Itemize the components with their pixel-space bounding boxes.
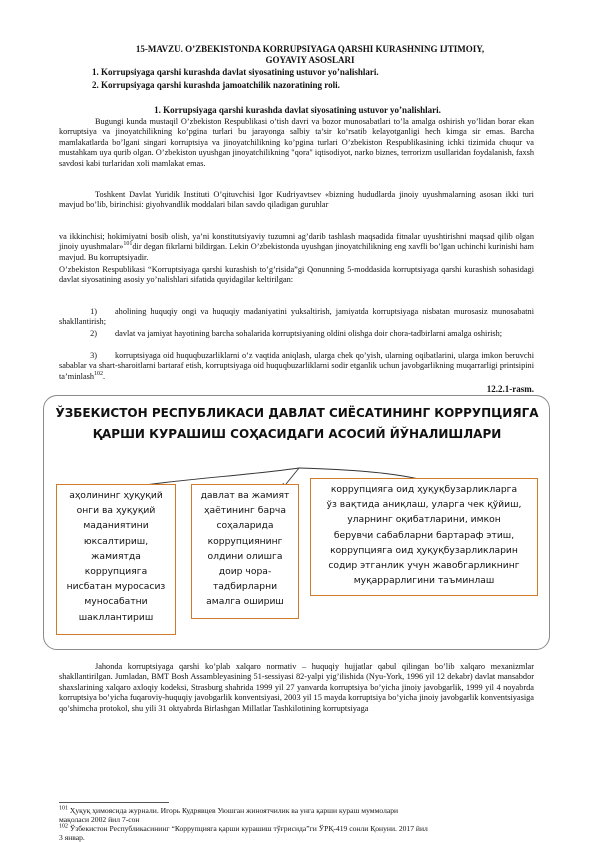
box1-line: аҳолининг ҳуқуқий	[69, 490, 163, 501]
list-item-3-tail: .	[103, 371, 106, 381]
box3-line: берувчи сабабларни бартараф этиш,	[333, 529, 515, 541]
box1-line: нисбатан муросасиз	[66, 581, 166, 593]
box1-line: юксалтириш,	[83, 535, 149, 547]
list-item-1-number: 1)	[90, 307, 97, 316]
page-title-line2: GOYAVIY ASOSLARI	[265, 55, 355, 65]
box1-line: маданиятини	[83, 520, 149, 532]
box2-line: ҳаётининг барча	[204, 505, 286, 517]
diagram-title-line1: ЎЗБЕКИСТОН РЕСПУБЛИКАСИ ДАВЛАТ СИЁСАТИНИНГ КОРРУПЦИЯГА	[55, 406, 539, 420]
box2-line: амалга ошириш	[206, 596, 284, 608]
box3-line: муқаррарлигини таъминлаш	[353, 575, 495, 587]
box1-line: онги ва ҳуқуқий	[76, 505, 156, 517]
direction-box-3	[310, 478, 538, 596]
list-item-2-text: davlat va jamiyat hayotining barcha sohalarida korruptsiyaning oldini olishga doir chora-tadbirlarni amalga oshirish;	[115, 329, 503, 338]
section-heading: 1. Korrupsiyaga qarshi kurashda davlat siyosatining ustuvor yo’nalishlari.	[154, 105, 441, 115]
list-item-3-text: korruptsiyaga oid huquqbuzarliklarni o’z vaqtida aniqlash, ularga chek qo’yish, ularning oqibatlarini, ularga imkon beruvchi sabablar va shart-sharoitlarni bartaraf etish, korruptsiyaga oid huquqbuzarliklarni sodir etganlik uchun javobgarlikning muqarrarligi printsipini ta’minlash	[59, 351, 534, 381]
footnote-ref-102[interactable]: 102	[94, 371, 104, 378]
footnote-101-cont: мақоласи 2002 йил 7-сон	[59, 815, 140, 824]
footnote-ref-101[interactable]: 101	[123, 241, 133, 248]
box2-line: тадбирларни	[212, 581, 278, 593]
list-item-2-number: 2)	[90, 329, 97, 338]
list-item-3	[59, 351, 534, 382]
footnote-102-number: 102	[59, 823, 68, 830]
box1-line: коррупцияга	[84, 566, 148, 578]
list-item-2	[59, 329, 534, 339]
box3-line: ўз вақтида аниқлаш, уларга чек қўйиш,	[326, 499, 522, 511]
toc-item-2: 2. Korrupsiyaga qarshi kurashda jamoatchilik nazoratining roli.	[92, 80, 340, 90]
paragraph-2a: Toshkent Davlat Yuridik Instituti O’qituvchisi Igor Kudriyavtsev «bizning hududlarda jinoiy uyushmalarning asosan ikki turi mavjud bo’lib, birinchisi: giyohvandlik moddalari bilan savdo qiladigan guruhlar	[59, 190, 534, 210]
box2-line: соҳаларида	[216, 520, 274, 532]
footnote-101-text: Ҳуқуқ ҳимоясида журнали. Игорь Кудрявцев Уюшган жиноятчилик ва унга қарши кураш муммолари	[69, 806, 399, 815]
paragraph-1: Bugungi kunda mustaqil O’zbekiston Respublikasi o’tish davri va bozor munosabatlari to’la amalga oshirish yo’lidan borar ekan korruptsiya va jinoyatchilikning ko’pgina turlari bu jarayonga salbiy ta’sir ko’rsatib kelayotganligi hech kimga sir emas. Barcha mamlakatlarda bo’lgani singari korruptsiya va jinoyatchilikning ko’pgina turlari O’zbekiston Respublikasining ichki tizimida chuqur va mustahkam uya qurib olgan. O’zbekiston uyushgan jinoyatchilikning "qora" iqtisodiyot, narko biznes, terrorizm usullaridan foydalanish, faxsh savdosi kabi turlaridan xoli mamlakat emas.	[59, 117, 534, 168]
box1-line: шакллантириш	[78, 611, 154, 623]
page-title-line1: 15-MAVZU. O’ZBEKISTONDA KORRUPSIYAGA QARSHI KURASHNING IJTIMOIY,	[135, 44, 485, 54]
box3-line: коррупцияга оид ҳуқуқбузарликларин	[330, 544, 518, 556]
paragraph-2b-tail: dir degan fikrlarni bildirgan. Lekin O’zbekistonda uyushgan jinoyatchilikning eng xavfli bo’lgan uchinchi kurinishi ham mavjud. Bu korruptsiyadir.	[59, 242, 535, 262]
box1-line: жамиятда	[91, 550, 141, 562]
paragraph-3: O’zbekiston Respublikasi “Korruptsiyaga qarshi kurashish to’g’risida”gi Qonunning 5-moddasida korruptsiyaga qarshi kurashish sohasidagi davlat siyosatining asosiy yo’nalishlari sifatida quyidagilar keltirilgan:	[59, 265, 534, 285]
footnote-divider	[59, 802, 169, 803]
footnote-101-number: 101	[59, 805, 68, 812]
paragraph-2b-text: va ikkinchisi; hokimiyatni bosib olish, ya’ni konstitutsiyaviy tuzumni ag’darib tashlash maqsadida fitnalar uyushtirishni maqsad qilib olgan jinoiy uyushmalar»	[59, 232, 534, 252]
direction-box-2	[191, 484, 299, 619]
figure-caption: 12.2.1-rasm.	[486, 384, 534, 394]
box3-line: уларнинг оқибатларини, имкон	[347, 514, 501, 526]
list-item-1	[59, 307, 534, 328]
box2-line: коррупциянинг	[207, 535, 283, 547]
paragraph-4: Jahonda korruptsiyaga qarshi ko’plab xalqaro normativ – huquqiy hujjatlar qabul qilingan bo’lib xalqaro mexanizmlar shakllantirilgan. Jumladan, BMT Bosh Assambleyasining 51-sessiyasi 82-yalpi yig’ilishida (Nyu-York, 1996 yil 12 dekabr) davlat mansabdor shaxslarining xalqaro axloqiy kodeksi, Strasburg shahrida 1999 yil 27 yanvarda korruptsiya bo’yicha jinoiy javobgarlik, 1999 yil 4 noyabrda korruptsiya bo’yicha fuqaroviy-huquqiy javobgarlik konventsiyasi, 2003 yil 15 mayda korruptsiya bo’yicha jinoiy javobgarlik konventsiyasiga qo’shimcha protokol, shu yili 31 oktyabrda Birlashgan Millatlar Tashkilotining korruptsiyaga	[59, 662, 534, 713]
list-item-3-number: 3)	[90, 351, 97, 360]
box3-line: содир этганлик учун жавобгарликнинг	[328, 560, 520, 572]
box2-line: доир чора-	[218, 566, 272, 578]
directions-diagram	[43, 395, 550, 650]
box2-line: олдини олишга	[207, 550, 283, 562]
toc-item-1: 1. Korrupsiyaga qarshi kurashda davlat siyosatining ustuvor yo’nalishlari.	[92, 67, 379, 77]
diagram-title	[52, 403, 542, 445]
direction-box-1	[56, 484, 176, 635]
diagram-title-line2: ҚАРШИ КУРАШИШ СОҲАСИДАГИ АСОСИЙ ЙЎНАЛИШЛАРИ	[92, 427, 502, 441]
box1-line: муносабатни	[84, 596, 148, 608]
footnote-102-text: Ўзбекистон Республикасининг “Коррупцияга қарши курашиш тўғрисида”ги ЎРҚ-419 сонли Қонуни. 2017 йил	[69, 824, 428, 833]
paragraph-2b	[59, 232, 534, 263]
list-item-1-text: aholining huquqiy ongi va huquqiy madaniyatini yuksaltirish, jamiyatda korruptsiyaga nisbatan murosasiz munosabatni shakllantirish;	[59, 307, 534, 327]
box3-line: коррупцияга оид ҳуқуқбузарликларга	[330, 484, 518, 495]
box2-line: давлат ва жамият	[200, 490, 290, 501]
footnote-102-cont: 3 январ.	[59, 833, 85, 842]
